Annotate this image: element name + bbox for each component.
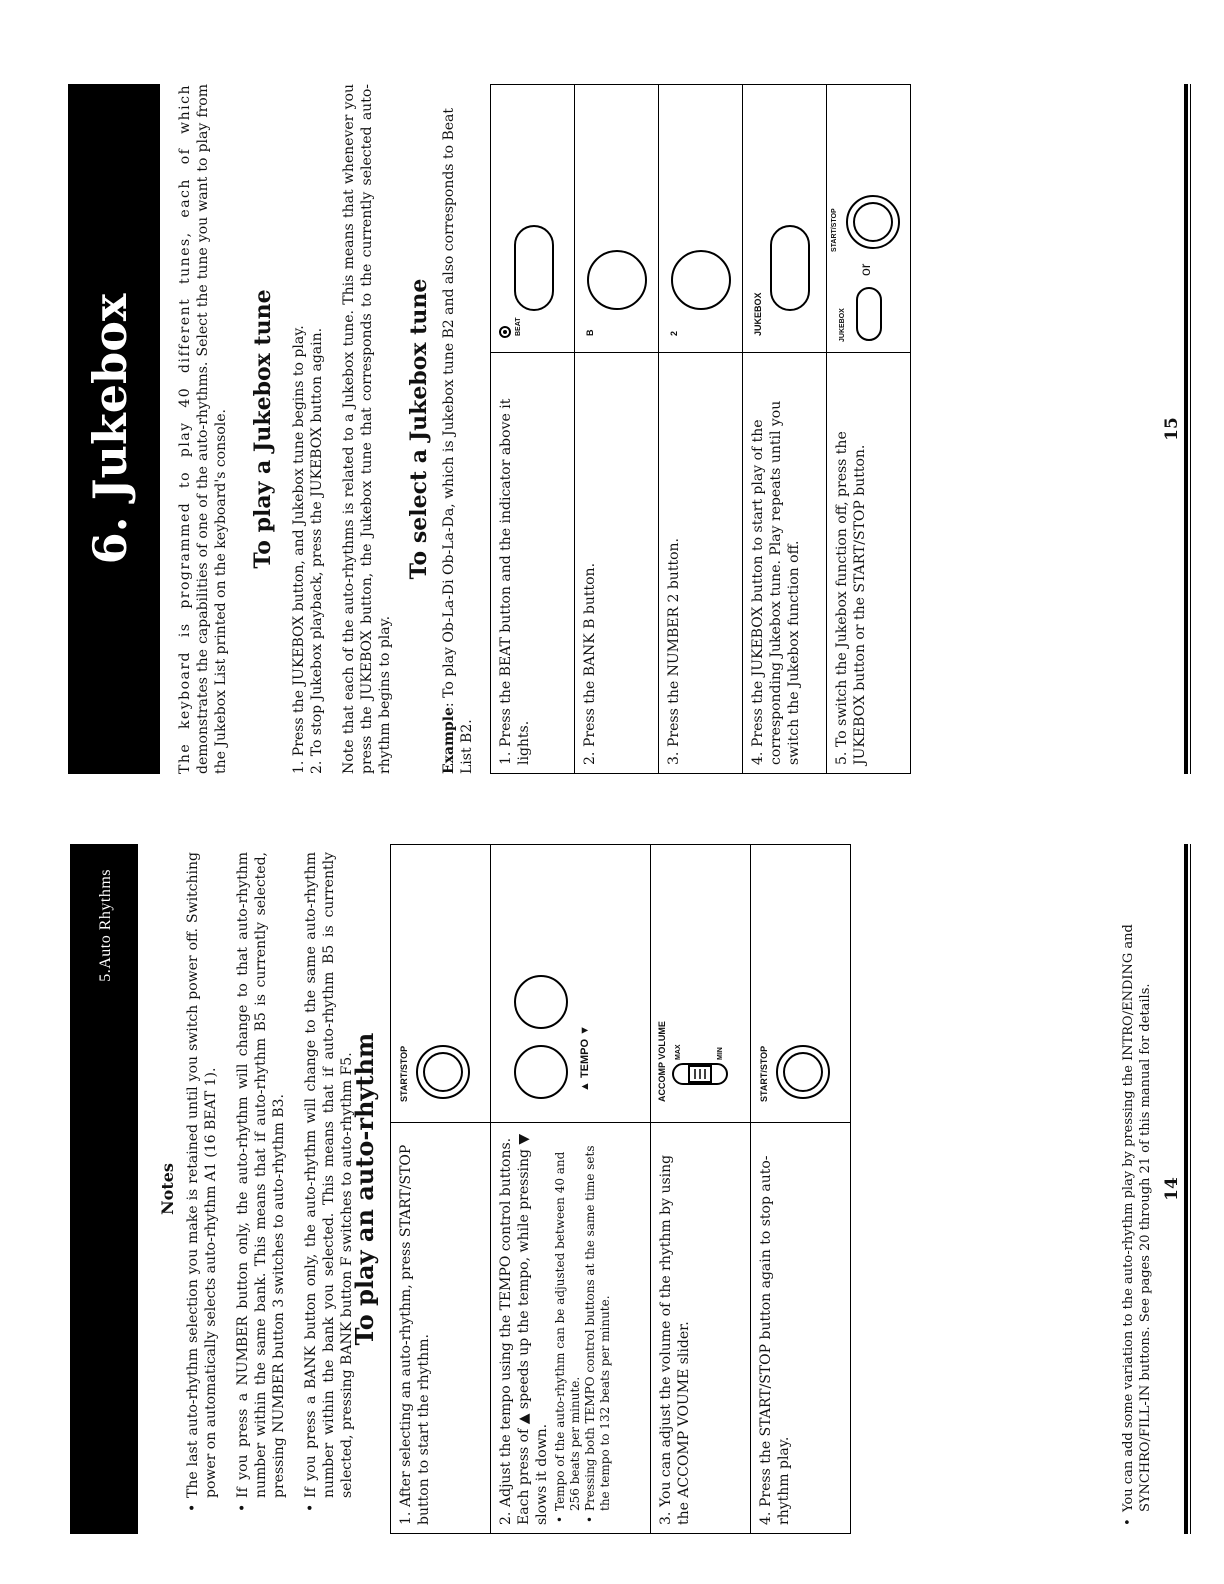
number-2-label: 2 xyxy=(669,330,679,336)
section-title-auto-rhythm: To play an auto-rhythm xyxy=(350,1032,379,1346)
beat-indicator-icon xyxy=(499,326,511,338)
step-text: Press the BANK B button. xyxy=(582,562,598,747)
notes-list xyxy=(184,852,370,1512)
step-text: Adjust the tempo using the TEMPO control buttons. Each press of ▲ speeds up the tempo, while pressing ▼ slows it down. xyxy=(498,1133,550,1525)
play-step: 1. Press the JUKEBOX button, and Jukebox tune begins to play. xyxy=(291,325,307,774)
start-stop-button-icon xyxy=(843,192,903,252)
start-stop-button-icon xyxy=(413,1042,473,1102)
step-number: 5. xyxy=(834,751,850,765)
chapter-title: 6. Jukebox xyxy=(83,293,137,565)
note-item: • If you press a BANK button only, the auto-rhythm will change to the same auto-rhythm number within the bank you selected. This means that if auto-rhythm B5 is currently selected, pressing BANK button F switches to auto-rhythm F5. xyxy=(302,852,356,1512)
play-step: 2. To stop Jukebox playback, press the JUKEBOX button again. xyxy=(309,327,325,774)
tempo-note: • Pressing both TEMPO control buttons at the same time sets the tempo to 132 beats per minute. xyxy=(583,1131,613,1511)
example-label: Example xyxy=(441,707,457,774)
step-number: 3. xyxy=(658,1511,674,1525)
section-header-bar xyxy=(70,844,138,1534)
step-row xyxy=(651,845,751,1534)
jukebox-button-icon xyxy=(855,282,885,342)
beat-label: BEAT xyxy=(515,317,522,336)
bottom-rule-thin xyxy=(1190,844,1191,1534)
notes-title: Notes xyxy=(158,1163,177,1215)
example-text: : To play Ob-La-Di Ob-La-Da, which is Jukebox tune B2 and also corresponds to Beat List B2. xyxy=(441,108,475,774)
play-jukebox-steps xyxy=(290,84,326,774)
section-title-play-jukebox: To play a Jukebox tune xyxy=(250,289,276,569)
section-header: 5.Auto Rhythms xyxy=(97,869,114,982)
tempo-buttons-icon xyxy=(511,942,571,1102)
step-row xyxy=(391,845,491,1534)
intro-paragraph xyxy=(176,84,230,774)
step-text: Press the JUKEBOX button to start play of the corresponding Jukebox tune. Play repeats until you switch the Jukebox function off. xyxy=(750,400,802,765)
chapter-header-bar xyxy=(68,84,160,774)
step-number: 1. xyxy=(498,751,514,765)
or-text: or xyxy=(857,263,873,276)
accomp-volume-label: ACCOMP VOLUME xyxy=(657,1021,667,1102)
bank-b-label: B xyxy=(585,329,595,336)
note-item: • If you press a NUMBER button only, the auto-rhythm will change to that auto-rhythm number within the same bank. This means that if auto-rhythm B5 is currently selected, pressing NUMBER button 3 switches to auto-rhythm B3. xyxy=(234,852,288,1512)
step-row xyxy=(575,85,659,774)
step-row xyxy=(827,85,911,774)
start-stop-label: START/STOP xyxy=(399,1045,409,1102)
step-row xyxy=(491,85,575,774)
step-text: Press the NUMBER 2 button. xyxy=(666,538,682,747)
variation-footnote: • You can add some variation to the auto-rhythm play by pressing the INTRO/ENDING and SYNCHRO/FILL-IN buttons. See pages 20 through 21 of this manual for details. xyxy=(1120,852,1154,1512)
step-text: Press the START/STOP button again to stop auto-rhythm play. xyxy=(758,1155,792,1525)
step-number: 3. xyxy=(666,751,682,765)
start-stop-label: START/STOP xyxy=(759,1045,769,1102)
step-number: 2. xyxy=(498,1511,514,1525)
tempo-note: • Tempo of the auto-rhythm can be adjusted between 40 and 256 beats per minute. xyxy=(553,1131,583,1511)
section-title-select-jukebox: To select a Jukebox tune xyxy=(406,278,432,580)
jukebox-note: Note that each of the auto-rhythms is related to a Jukebox tune. This means that whenever you press the JUKEBOX button, the Jukebox tune that corresponds to the currently selected auto-rhythm begins to play. xyxy=(341,84,393,774)
step-row xyxy=(659,85,743,774)
page-number: 15 xyxy=(1162,417,1182,441)
step-text: You can adjust the volume of the rhythm by using the ACCOMP VOUME slider. xyxy=(658,1154,692,1525)
intro-first-line: The keyboard is programmed to play 40 different tunes, each of which xyxy=(177,84,193,774)
step-row xyxy=(751,845,851,1534)
intro-text: demonstrates the capabilities of one of the auto-rhythms. Select the tune you want to play from the Jukebox List printed on the keyboard's console. xyxy=(195,84,229,774)
step-number: 4. xyxy=(750,751,766,765)
bottom-rule xyxy=(1184,844,1188,1534)
step-text: Press the BEAT button and the indicator above it lights. xyxy=(498,398,532,765)
page-15 xyxy=(50,84,1190,774)
beat-button-icon xyxy=(513,222,557,312)
tempo-notes xyxy=(553,1131,613,1525)
jukebox-button-icon xyxy=(769,222,813,312)
page-14 xyxy=(50,844,1190,1534)
step-text: After selecting an auto-rhythm, press START/STOP button to start the rhythm. xyxy=(398,1144,432,1525)
page-number: 14 xyxy=(1162,1177,1182,1201)
bottom-rule-thin xyxy=(1190,84,1191,774)
example-paragraph xyxy=(440,84,476,774)
tempo-label: ▲ TEMPO ▼ xyxy=(579,1025,591,1092)
step-number: 1. xyxy=(398,1511,414,1525)
step-row xyxy=(491,845,651,1534)
jukebox-label: JUKEBOX xyxy=(753,292,763,336)
start-stop-label: START/STOP xyxy=(831,208,838,252)
auto-rhythm-steps-table xyxy=(390,844,851,1534)
number-2-button-icon xyxy=(669,248,733,312)
start-stop-button-icon xyxy=(773,1042,833,1102)
step-text: To switch the Jukebox function off, press the JUKEBOX button or the START/STOP button. xyxy=(834,431,868,765)
volume-max-label: MAX xyxy=(675,1044,682,1060)
step-row xyxy=(743,85,827,774)
bank-b-button-icon xyxy=(585,248,649,312)
step-number: 4. xyxy=(758,1511,774,1525)
jukebox-label-small: JUKEBOX xyxy=(839,308,846,342)
bottom-rule xyxy=(1184,84,1188,774)
step-number: 2. xyxy=(582,751,598,765)
jukebox-steps-table xyxy=(490,84,911,774)
volume-min-label: MIN xyxy=(717,1047,724,1060)
note-item: • The last auto-rhythm selection you make is retained until you switch power off. Switching power on automatically selects auto-rhythm A1 (16 BEAT 1). xyxy=(184,852,220,1512)
